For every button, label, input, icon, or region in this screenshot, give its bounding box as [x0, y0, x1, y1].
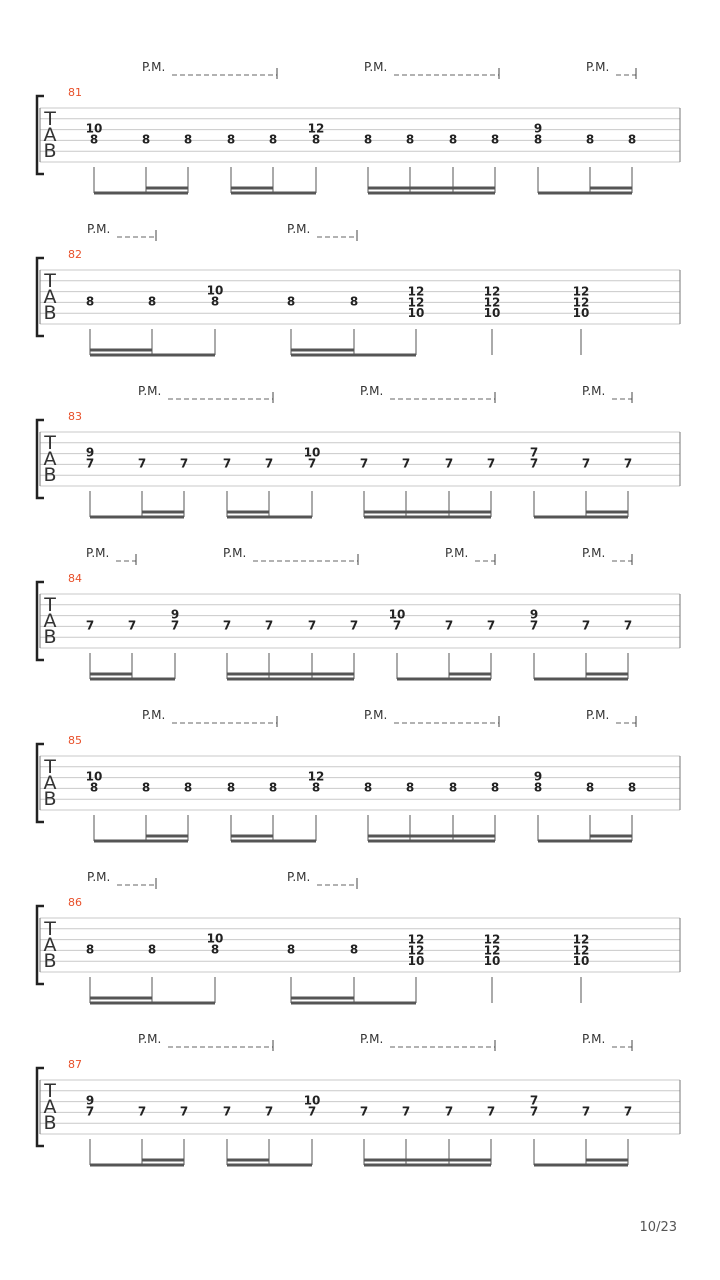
- fret-number: 8: [533, 132, 543, 147]
- fret-number: 8: [210, 294, 220, 309]
- fret-number: 12: [307, 769, 325, 784]
- fret-number: 12: [307, 121, 325, 136]
- fret-number: 8: [533, 780, 543, 795]
- fret-number: 8: [349, 942, 359, 957]
- fret-number: 12: [407, 295, 425, 310]
- tab-clef-letter: T: [44, 756, 56, 778]
- fret-number: 7: [222, 1104, 232, 1119]
- fret-number: 7: [127, 618, 137, 633]
- fret-number: 8: [89, 132, 99, 147]
- fret-number: 8: [585, 132, 595, 147]
- palm-mute-label: P.M.: [582, 1032, 606, 1046]
- palm-mute-label: P.M.: [138, 1032, 162, 1046]
- fret-number: 7: [444, 456, 454, 471]
- fret-number: 8: [627, 780, 637, 795]
- fret-number: 8: [286, 294, 296, 309]
- fret-number: 7: [359, 1104, 369, 1119]
- tab-clef-letter: B: [43, 140, 57, 162]
- fret-number: 12: [572, 295, 590, 310]
- fret-number: 9: [170, 607, 180, 622]
- tab-clef-letter: T: [44, 1080, 56, 1102]
- tab-clef-letter: B: [43, 302, 57, 324]
- fret-number: 7: [623, 456, 633, 471]
- fret-number: 12: [572, 943, 590, 958]
- tab-clef-letter: B: [43, 950, 57, 972]
- fret-number: 7: [359, 456, 369, 471]
- fret-number: 7: [529, 456, 539, 471]
- tab-clef-letter: T: [44, 270, 56, 292]
- fret-number: 8: [363, 132, 373, 147]
- fret-number: 12: [483, 943, 501, 958]
- system-87: [37, 1032, 680, 1165]
- measure-number: 83: [68, 410, 82, 423]
- fret-number: 10: [206, 931, 224, 946]
- fret-number: 7: [179, 1104, 189, 1119]
- tab-clef-letter: T: [44, 918, 56, 940]
- fret-number: 10: [483, 306, 501, 321]
- fret-number: 8: [349, 294, 359, 309]
- fret-number: 10: [206, 283, 224, 298]
- fret-number: 7: [264, 1104, 274, 1119]
- fret-number: 7: [581, 456, 591, 471]
- fret-number: 7: [137, 1104, 147, 1119]
- fret-number: 12: [407, 943, 425, 958]
- palm-mute-label: P.M.: [87, 870, 111, 884]
- fret-number: 8: [311, 132, 321, 147]
- fret-number: 7: [623, 618, 633, 633]
- fret-number: 8: [141, 132, 151, 147]
- fret-number: 8: [448, 132, 458, 147]
- palm-mute-label: P.M.: [582, 384, 606, 398]
- fret-number: 8: [183, 132, 193, 147]
- fret-number: 9: [529, 607, 539, 622]
- tab-clef-letter: A: [43, 448, 57, 470]
- fret-number: 8: [363, 780, 373, 795]
- fret-number: 9: [533, 121, 543, 136]
- palm-mute-label: P.M.: [86, 546, 110, 560]
- fret-number: 12: [407, 932, 425, 947]
- fret-number: 10: [572, 954, 590, 969]
- system-82: [37, 222, 680, 355]
- measure-number: 87: [68, 1058, 82, 1071]
- system-83: [37, 384, 680, 517]
- tab-clef-letter: A: [43, 934, 57, 956]
- tab-clef-letter: T: [44, 108, 56, 130]
- fret-number: 9: [85, 1093, 95, 1108]
- system-85: [37, 708, 680, 841]
- fret-number: 8: [89, 780, 99, 795]
- fret-number: 7: [529, 1104, 539, 1119]
- fret-number: 8: [490, 780, 500, 795]
- fret-number: 7: [85, 1104, 95, 1119]
- fret-number: 7: [529, 445, 539, 460]
- measure-number: 84: [68, 572, 82, 585]
- fret-number: 10: [85, 121, 103, 136]
- tab-clef-letter: B: [43, 788, 57, 810]
- system-81: [37, 60, 680, 193]
- fret-number: 7: [85, 618, 95, 633]
- fret-number: 10: [303, 1093, 321, 1108]
- tab-clef-letter: A: [43, 610, 57, 632]
- fret-number: 7: [222, 618, 232, 633]
- tab-clef-letter: A: [43, 772, 57, 794]
- tab-clef-letter: A: [43, 1096, 57, 1118]
- fret-number: 12: [407, 284, 425, 299]
- fret-number: 8: [268, 132, 278, 147]
- fret-number: 7: [179, 456, 189, 471]
- fret-number: 7: [401, 456, 411, 471]
- fret-number: 7: [392, 618, 402, 633]
- fret-number: 7: [444, 618, 454, 633]
- fret-number: 7: [137, 456, 147, 471]
- fret-number: 8: [405, 132, 415, 147]
- fret-number: 12: [483, 284, 501, 299]
- palm-mute-label: P.M.: [287, 870, 311, 884]
- fret-number: 10: [483, 954, 501, 969]
- fret-number: 8: [147, 294, 157, 309]
- palm-mute-label: P.M.: [138, 384, 162, 398]
- fret-number: 7: [222, 456, 232, 471]
- fret-number: 8: [226, 780, 236, 795]
- fret-number: 8: [311, 780, 321, 795]
- fret-number: 10: [303, 445, 321, 460]
- fret-number: 10: [407, 954, 425, 969]
- fret-number: 7: [486, 618, 496, 633]
- fret-number: 7: [85, 456, 95, 471]
- palm-mute-label: P.M.: [586, 708, 610, 722]
- fret-number: 12: [572, 284, 590, 299]
- fret-number: 8: [286, 942, 296, 957]
- measure-number: 82: [68, 248, 82, 261]
- measure-number: 81: [68, 86, 82, 99]
- measure-number: 86: [68, 896, 82, 909]
- fret-number: 10: [85, 769, 103, 784]
- fret-number: 7: [623, 1104, 633, 1119]
- fret-number: 8: [405, 780, 415, 795]
- fret-number: 7: [264, 618, 274, 633]
- palm-mute-label: P.M.: [364, 60, 388, 74]
- fret-number: 9: [533, 769, 543, 784]
- palm-mute-label: P.M.: [360, 384, 384, 398]
- fret-number: 10: [388, 607, 406, 622]
- fret-number: 7: [264, 456, 274, 471]
- system-86: [37, 870, 680, 1003]
- fret-number: 7: [401, 1104, 411, 1119]
- fret-number: 7: [444, 1104, 454, 1119]
- fret-number: 7: [581, 618, 591, 633]
- page-number: 10/23: [639, 1220, 677, 1235]
- fret-number: 7: [529, 1093, 539, 1108]
- tab-clef-letter: B: [43, 626, 57, 648]
- fret-number: 7: [486, 1104, 496, 1119]
- palm-mute-label: P.M.: [142, 60, 166, 74]
- palm-mute-label: P.M.: [445, 546, 469, 560]
- fret-number: 8: [183, 780, 193, 795]
- palm-mute-label: P.M.: [582, 546, 606, 560]
- tab-clef-letter: A: [43, 286, 57, 308]
- fret-number: 12: [483, 932, 501, 947]
- system-84: [37, 546, 680, 679]
- fret-number: 8: [226, 132, 236, 147]
- tab-clef-letter: T: [44, 594, 56, 616]
- fret-number: 8: [85, 294, 95, 309]
- fret-number: 7: [307, 456, 317, 471]
- fret-number: 8: [141, 780, 151, 795]
- fret-number: 10: [407, 306, 425, 321]
- tab-clef-letter: T: [44, 432, 56, 454]
- fret-number: 8: [585, 780, 595, 795]
- fret-number: 7: [529, 618, 539, 633]
- fret-number: 8: [448, 780, 458, 795]
- palm-mute-label: P.M.: [364, 708, 388, 722]
- palm-mute-label: P.M.: [360, 1032, 384, 1046]
- fret-number: 7: [307, 618, 317, 633]
- fret-number: 7: [581, 1104, 591, 1119]
- fret-number: 8: [85, 942, 95, 957]
- fret-number: 8: [627, 132, 637, 147]
- fret-number: 12: [572, 932, 590, 947]
- measure-number: 85: [68, 734, 82, 747]
- fret-number: 7: [170, 618, 180, 633]
- fret-number: 10: [572, 306, 590, 321]
- tab-clef-letter: A: [43, 124, 57, 146]
- palm-mute-label: P.M.: [142, 708, 166, 722]
- fret-number: 7: [486, 456, 496, 471]
- fret-number: 8: [147, 942, 157, 957]
- palm-mute-label: P.M.: [223, 546, 247, 560]
- fret-number: 8: [268, 780, 278, 795]
- fret-number: 7: [307, 1104, 317, 1119]
- fret-number: 8: [490, 132, 500, 147]
- palm-mute-label: P.M.: [287, 222, 311, 236]
- palm-mute-label: P.M.: [87, 222, 111, 236]
- palm-mute-label: P.M.: [586, 60, 610, 74]
- fret-number: 8: [210, 942, 220, 957]
- fret-number: 12: [483, 295, 501, 310]
- fret-number: 7: [349, 618, 359, 633]
- fret-number: 9: [85, 445, 95, 460]
- tab-clef-letter: B: [43, 464, 57, 486]
- tab-clef-letter: B: [43, 1112, 57, 1134]
